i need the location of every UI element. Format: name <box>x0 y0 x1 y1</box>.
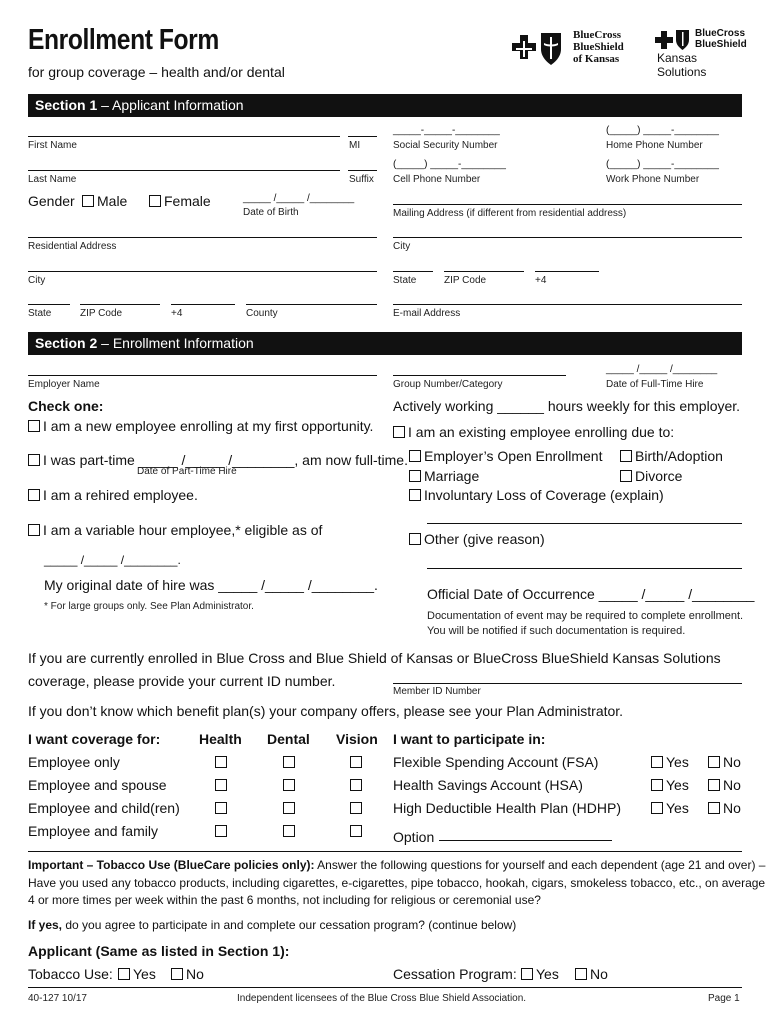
tobacco-no-option[interactable] <box>171 966 204 982</box>
logo1-line2: BlueShield <box>573 41 624 53</box>
employer-name-field[interactable] <box>28 375 377 376</box>
county-field[interactable] <box>246 304 377 305</box>
dental-employee-family-checkbox[interactable] <box>283 825 295 837</box>
involuntary-loss-checkbox[interactable] <box>409 489 421 501</box>
birth-adoption-checkbox[interactable] <box>620 450 632 462</box>
coverage-row-employee-spouse: Employee and spouse <box>28 777 167 793</box>
open-enrollment-label: Employer’s Open Enrollment <box>424 448 603 464</box>
mailing-state-field[interactable] <box>393 271 433 272</box>
first-name-label: First Name <box>28 140 77 151</box>
section1-title: – Applicant Information <box>97 97 244 113</box>
section2-title: – Enrollment Information <box>97 335 254 351</box>
involuntary-loss-option[interactable] <box>409 487 664 503</box>
form-subtitle: for group coverage – health and/or dental <box>28 64 285 80</box>
hdhp-yes-label: Yes <box>666 800 689 816</box>
county-label: County <box>246 308 278 319</box>
other-label: Other (give reason) <box>424 531 545 547</box>
coverage-heading: I want coverage for: <box>28 731 161 747</box>
page-number: Page 1 <box>708 993 740 1004</box>
fulltime-hire-field[interactable]: _____ /_____ /________ <box>606 364 718 375</box>
residential-city-label: City <box>28 275 46 286</box>
if-yes-bold: If yes, <box>28 918 63 932</box>
fsa-no-option[interactable] <box>708 754 741 770</box>
divider-footer <box>28 987 742 988</box>
vision-employee-only-checkbox[interactable] <box>350 756 362 768</box>
cessation-no-checkbox[interactable] <box>575 968 587 980</box>
cessation-yes-checkbox[interactable] <box>521 968 533 980</box>
email-label: E-mail Address <box>393 308 461 319</box>
variable-hour-checkbox[interactable] <box>28 524 40 536</box>
option-label: Option <box>393 829 435 845</box>
health-employee-only-checkbox[interactable] <box>215 756 227 768</box>
birth-adoption-option[interactable] <box>620 448 723 464</box>
cessation-no-option[interactable] <box>575 966 608 982</box>
coverage-row-employee-only: Employee only <box>28 754 120 770</box>
residential-zip-field[interactable] <box>80 304 160 305</box>
dont-know-text: If you don’t know which benefit plan(s) your company offers, please see your Plan Administrator. <box>28 703 624 719</box>
dental-employee-only-checkbox[interactable] <box>283 756 295 768</box>
gender-label: Gender <box>28 193 75 209</box>
mailing-zip-field[interactable] <box>444 271 524 272</box>
part-time-hire-label: Date of Part-Time Hire <box>137 466 237 477</box>
divider-tobacco <box>28 851 742 852</box>
mailing-plus4-field[interactable] <box>535 271 599 272</box>
last-name-field[interactable] <box>28 170 340 171</box>
health-employee-children-checkbox[interactable] <box>215 802 227 814</box>
rehired-option[interactable] <box>28 487 198 503</box>
female-checkbox[interactable] <box>149 195 161 207</box>
hsa-yes-checkbox[interactable] <box>651 779 663 791</box>
bcbs-kansas-solutions-logo <box>655 27 747 79</box>
new-employee-option[interactable] <box>28 418 373 434</box>
cessation-yes-option[interactable] <box>521 966 559 982</box>
ssn-label: Social Security Number <box>393 140 498 151</box>
fsa-no-checkbox[interactable] <box>708 756 720 768</box>
work-phone-label: Work Phone Number <box>606 174 700 185</box>
fsa-yes-checkbox[interactable] <box>651 756 663 768</box>
tobacco-important <box>28 858 766 872</box>
hdhp-no-checkbox[interactable] <box>708 802 720 814</box>
mailing-plus4-label: +4 <box>535 275 547 286</box>
tobacco-yes-label: Yes <box>133 966 156 982</box>
mailing-city-field[interactable] <box>393 237 742 238</box>
mi-field[interactable] <box>348 136 377 137</box>
tobacco-use-label: Tobacco Use: <box>28 966 113 982</box>
suffix-label: Suffix <box>349 174 374 185</box>
gender-male-option[interactable] <box>82 193 127 209</box>
residential-zip-label: ZIP Code <box>80 308 123 319</box>
marriage-label: Marriage <box>424 468 480 484</box>
hdhp-yes-option[interactable] <box>651 800 689 816</box>
marriage-option[interactable] <box>409 468 479 484</box>
form-title: Enrollment Form <box>28 24 219 56</box>
group-number-field[interactable] <box>393 375 566 376</box>
blue-cross-shield-icon <box>511 31 567 67</box>
member-id-label: Member ID Number <box>393 686 481 697</box>
residential-plus4-field[interactable] <box>171 304 235 305</box>
tobacco-question-line3: 4 or more times per week within the past 6 months, not including for religious or ceremonial use? <box>28 893 541 907</box>
part-time-label: I was part-time _____ /_____ /________, am now full-time. <box>43 452 408 468</box>
hdhp-no-label: No <box>723 800 741 816</box>
other-checkbox[interactable] <box>409 533 421 545</box>
home-phone-field[interactable]: (_____) _____-________ <box>606 125 719 136</box>
residential-state-label: State <box>28 308 52 319</box>
logo1-line1: BlueCross <box>573 29 622 41</box>
logo2-line1: BlueCross <box>695 28 746 39</box>
enrolled-text-1: If you are currently enrolled in Blue Cross and Blue Shield of Kansas or BlueCross BlueShield Kansas Solutions <box>28 650 721 666</box>
group-number-label: Group Number/Category <box>393 379 503 390</box>
col-vision: Vision <box>336 731 378 747</box>
gender-female-option[interactable] <box>149 193 211 209</box>
hsa-no-label: No <box>723 777 741 793</box>
col-health: Health <box>199 731 242 747</box>
open-enrollment-option[interactable] <box>409 448 602 464</box>
dental-employee-spouse-checkbox[interactable] <box>283 779 295 791</box>
col-dental: Dental <box>267 731 310 747</box>
hsa-no-checkbox[interactable] <box>708 779 720 791</box>
section1-number: Section 1 <box>35 97 98 113</box>
fulltime-hire-label: Date of Full-Time Hire <box>606 379 704 390</box>
tobacco-yes-option[interactable] <box>118 966 156 982</box>
mailing-address-field[interactable] <box>393 204 742 205</box>
male-checkbox[interactable] <box>82 195 94 207</box>
logo2-line2: BlueShield <box>695 39 747 50</box>
mailing-zip-label: ZIP Code <box>444 275 487 286</box>
coverage-row-employee-family: Employee and family <box>28 823 158 839</box>
cell-phone-label: Cell Phone Number <box>393 174 481 185</box>
employer-name-label: Employer Name <box>28 379 100 390</box>
home-phone-label: Home Phone Number <box>606 140 703 151</box>
dob-field[interactable]: _____ /_____ /________ <box>243 193 355 204</box>
female-label: Female <box>164 193 211 209</box>
existing-employee-label: I am an existing employee enrolling due to: <box>408 424 675 440</box>
cessation-label: Cessation Program: <box>393 966 517 982</box>
actively-working-text: Actively working ______ hours weekly for this employer. <box>393 398 741 414</box>
new-employee-checkbox[interactable] <box>28 420 40 432</box>
hdhp-no-option[interactable] <box>708 800 741 816</box>
health-employee-spouse-checkbox[interactable] <box>215 779 227 791</box>
mailing-state-label: State <box>393 275 417 286</box>
divorce-option[interactable] <box>620 468 682 484</box>
bcbs-kansas-logo <box>511 27 641 67</box>
logo1-line3: of Kansas <box>573 53 620 65</box>
involuntary-loss-label: Involuntary Loss of Coverage (explain) <box>424 487 664 503</box>
official-date-field[interactable]: Official Date of Occurrence _____ /_____ /________ <box>427 586 755 602</box>
residential-plus4-label: +4 <box>171 308 183 319</box>
health-employee-family-checkbox[interactable] <box>215 825 227 837</box>
residential-address-field[interactable] <box>28 237 377 238</box>
participate-heading: I want to participate in: <box>393 731 546 747</box>
fsa-no-label: No <box>723 754 741 770</box>
tobacco-no-checkbox[interactable] <box>171 968 183 980</box>
residential-state-field[interactable] <box>28 304 70 305</box>
mi-label: MI <box>349 140 361 151</box>
section2-number: Section 2 <box>35 335 98 351</box>
rehired-label: I am a rehired employee. <box>43 487 198 503</box>
dental-employee-children-checkbox[interactable] <box>283 802 295 814</box>
tobacco-yes-checkbox[interactable] <box>118 968 130 980</box>
residential-address-label: Residential Address <box>28 241 117 252</box>
email-field[interactable] <box>393 304 742 305</box>
hdhp-label: High Deductible Health Plan (HDHP) <box>393 800 621 816</box>
involuntary-explain-field[interactable] <box>427 523 742 524</box>
existing-employee-option[interactable] <box>393 424 674 440</box>
if-yes-rest: do you agree to participate in and complete our cessation program? (continue below) <box>62 918 517 932</box>
existing-employee-checkbox[interactable] <box>393 426 405 438</box>
fsa-yes-option[interactable] <box>651 754 689 770</box>
mailing-address-label: Mailing Address (if different from residential address) <box>393 208 627 219</box>
vision-employee-children-checkbox[interactable] <box>350 802 362 814</box>
tobacco-if-yes <box>28 918 516 932</box>
form-code: 40-127 10/17 <box>28 993 87 1004</box>
suffix-field[interactable] <box>348 170 377 171</box>
divorce-checkbox[interactable] <box>620 470 632 482</box>
hsa-yes-label: Yes <box>666 777 689 793</box>
work-phone-field[interactable]: (_____) _____-________ <box>606 159 719 170</box>
hsa-no-option[interactable] <box>708 777 741 793</box>
hdhp-yes-checkbox[interactable] <box>651 802 663 814</box>
divorce-label: Divorce <box>635 468 683 484</box>
other-reason-field[interactable] <box>427 568 742 569</box>
cessation-no-label: No <box>590 966 608 982</box>
blue-cross-shield-small-icon <box>655 29 691 51</box>
section2-header <box>28 332 742 355</box>
member-id-field[interactable] <box>393 683 742 684</box>
marriage-checkbox[interactable] <box>409 470 421 482</box>
tobacco-important-rest: Answer the following questions for yourself and each dependent (age 21 and over) – <box>314 858 766 872</box>
coverage-row-employee-children: Employee and child(ren) <box>28 800 180 816</box>
first-name-field[interactable] <box>28 136 340 137</box>
applicant-heading: Applicant (Same as listed in Section 1): <box>28 943 290 959</box>
licensees-note: Independent licensees of the Blue Cross Blue Shield Association. <box>237 993 527 1004</box>
enrolled-text-2: coverage, please provide your current ID number. <box>28 673 336 689</box>
new-employee-label: I am a new employee enrolling at my first opportunity. <box>43 418 374 434</box>
variable-hour-option[interactable] <box>28 522 322 538</box>
tobacco-no-label: No <box>186 966 204 982</box>
documentation-note-1: Documentation of event may be required to complete enrollment. <box>427 610 744 622</box>
last-name-label: Last Name <box>28 174 77 185</box>
vision-employee-spouse-checkbox[interactable] <box>350 779 362 791</box>
tobacco-question-line2: Have you used any tobacco products, including cigarettes, e-cigarettes, pipe tobacco, hookah, cigars, smokeless tobacco, etc., on average <box>28 876 766 890</box>
fsa-label: Flexible Spending Account (FSA) <box>393 754 599 770</box>
cessation-yes-label: Yes <box>536 966 559 982</box>
birth-adoption-label: Birth/Adoption <box>635 448 723 464</box>
rehired-checkbox[interactable] <box>28 489 40 501</box>
option-field[interactable] <box>439 840 612 841</box>
hsa-yes-option[interactable] <box>651 777 689 793</box>
fsa-yes-label: Yes <box>666 754 689 770</box>
cell-phone-field[interactable]: (_____) _____-________ <box>393 159 506 170</box>
dob-label: Date of Birth <box>243 207 299 218</box>
male-label: Male <box>97 193 128 209</box>
check-one-heading: Check one: <box>28 398 104 414</box>
original-hire-date[interactable]: My original date of hire was _____ /_____ /________. <box>44 577 378 593</box>
mailing-city-label: City <box>393 241 411 252</box>
residential-city-field[interactable] <box>28 271 377 272</box>
variable-hour-footnote: * For large groups only. See Plan Administrator. <box>44 601 254 612</box>
documentation-note-2: You will be notified if such documentation is required. <box>427 625 686 637</box>
section1-header <box>28 94 742 117</box>
other-option[interactable] <box>409 531 545 547</box>
variable-eligible-date-field[interactable]: _____ /_____ /________. <box>44 553 181 567</box>
logo2-line3: Kansas Solutions <box>657 51 707 79</box>
ssn-field[interactable]: _____-_____-________ <box>393 125 500 136</box>
tobacco-important-bold: Important – Tobacco Use (BlueCare policies only): <box>28 858 315 872</box>
variable-hour-label: I am a variable hour employee,* eligible as of <box>43 522 323 538</box>
open-enrollment-checkbox[interactable] <box>409 450 421 462</box>
part-time-checkbox[interactable] <box>28 454 40 466</box>
vision-employee-family-checkbox[interactable] <box>350 825 362 837</box>
hsa-label: Health Savings Account (HSA) <box>393 777 583 793</box>
